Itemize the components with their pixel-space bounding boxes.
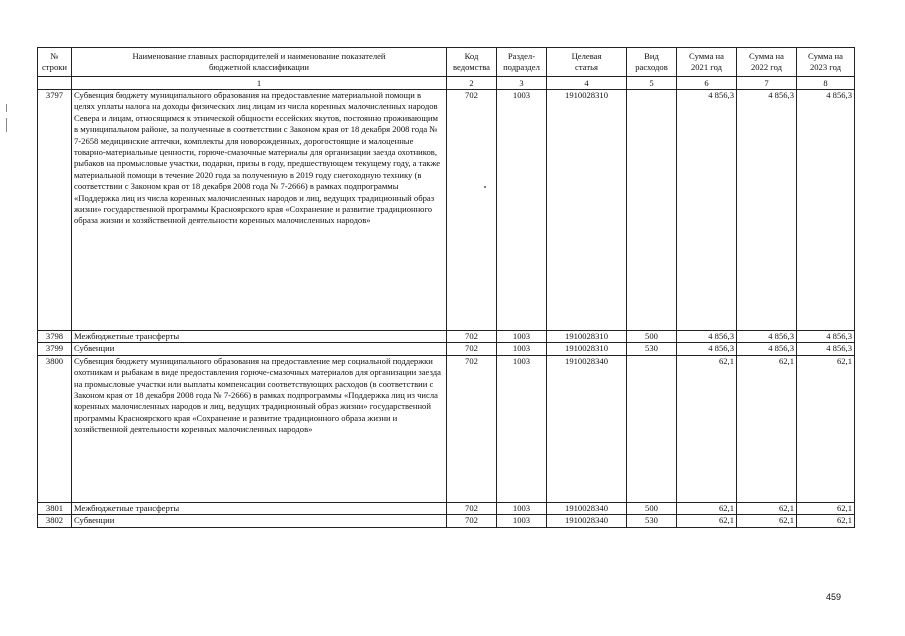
row-expense-type: 500 bbox=[627, 331, 677, 343]
row-expense-type: 530 bbox=[627, 515, 677, 527]
row-sum-2022: 4 856,3 bbox=[737, 343, 797, 355]
header-section: Раздел- подраздел bbox=[497, 48, 547, 77]
header-sum-2022: Сумма на 2022 год bbox=[737, 48, 797, 77]
page-number: 459 bbox=[826, 592, 842, 602]
header-name: Наименование главных распорядителей и наименование показателей бюджетной классификации bbox=[72, 48, 447, 77]
column-number: 3 bbox=[497, 77, 547, 90]
column-number: 2 bbox=[447, 77, 497, 90]
row-target-item: 1910028310 bbox=[547, 343, 627, 355]
row-section: 1003 bbox=[497, 355, 547, 502]
row-target-item: 1910028340 bbox=[547, 515, 627, 527]
margin-mark bbox=[6, 104, 7, 112]
margin-mark bbox=[6, 118, 7, 132]
row-name: Субвенции bbox=[72, 515, 447, 527]
row-sum-2021: 62,1 bbox=[677, 502, 737, 514]
budget-table bbox=[37, 47, 855, 528]
row-target-item: 1910028340 bbox=[547, 502, 627, 514]
row-dept-code: 702 bbox=[447, 343, 497, 355]
column-number-row bbox=[38, 77, 855, 90]
row-sum-2023: 4 856,3 bbox=[797, 343, 855, 355]
row-name: Межбюджетные трансферты bbox=[72, 331, 447, 343]
row-sum-2022: 4 856,3 bbox=[737, 331, 797, 343]
row-sum-2023: 62,1 bbox=[797, 355, 855, 502]
row-number: 3799 bbox=[38, 343, 72, 355]
row-expense-type bbox=[627, 90, 677, 331]
row-sum-2023: 4 856,3 bbox=[797, 90, 855, 331]
row-number: 3800 bbox=[38, 355, 72, 502]
table-row bbox=[38, 515, 855, 527]
header-dept-code: Код ведомства bbox=[447, 48, 497, 77]
row-section: 1003 bbox=[497, 515, 547, 527]
table-row bbox=[38, 502, 855, 514]
row-target-item: 1910028310 bbox=[547, 331, 627, 343]
row-expense-type bbox=[627, 355, 677, 502]
column-number: 4 bbox=[547, 77, 627, 90]
row-section: 1003 bbox=[497, 90, 547, 331]
row-number: 3798 bbox=[38, 331, 72, 343]
column-number: 7 bbox=[737, 77, 797, 90]
row-expense-type: 500 bbox=[627, 502, 677, 514]
row-sum-2021: 62,1 bbox=[677, 515, 737, 527]
budget-table-sheet bbox=[37, 47, 855, 528]
row-dept-code: 702 bbox=[447, 502, 497, 514]
row-name: Межбюджетные трансферты bbox=[72, 502, 447, 514]
row-sum-2022: 4 856,3 bbox=[737, 90, 797, 331]
row-name: Субвенции bbox=[72, 343, 447, 355]
table-row bbox=[38, 355, 855, 502]
row-sum-2022: 62,1 bbox=[737, 515, 797, 527]
table-row bbox=[38, 331, 855, 343]
header-sum-2023: Сумма на 2023 год bbox=[797, 48, 855, 77]
column-number: 1 bbox=[72, 77, 447, 90]
table-row bbox=[38, 343, 855, 355]
header-row bbox=[38, 48, 855, 77]
row-number: 3797 bbox=[38, 90, 72, 331]
row-section: 1003 bbox=[497, 502, 547, 514]
row-number: 3802 bbox=[38, 515, 72, 527]
row-dept-code: 702 bbox=[447, 355, 497, 502]
column-number: 8 bbox=[797, 77, 855, 90]
row-dept-code: 702 bbox=[447, 90, 497, 331]
row-dept-code: 702 bbox=[447, 331, 497, 343]
row-sum-2021: 4 856,3 bbox=[677, 343, 737, 355]
header-row-number: № строки bbox=[38, 48, 72, 77]
header-sum-2021: Сумма на 2021 год bbox=[677, 48, 737, 77]
column-number: 6 bbox=[677, 77, 737, 90]
header-target-item: Целевая статья bbox=[547, 48, 627, 77]
row-sum-2021: 4 856,3 bbox=[677, 90, 737, 331]
row-sum-2021: 4 856,3 bbox=[677, 331, 737, 343]
row-sum-2022: 62,1 bbox=[737, 355, 797, 502]
row-sum-2023: 62,1 bbox=[797, 502, 855, 514]
row-expense-type: 530 bbox=[627, 343, 677, 355]
row-target-item: 1910028310 bbox=[547, 90, 627, 331]
column-number bbox=[38, 77, 72, 90]
header-expense-type: Вид расходов bbox=[627, 48, 677, 77]
row-section: 1003 bbox=[497, 343, 547, 355]
row-sum-2022: 62,1 bbox=[737, 502, 797, 514]
row-name: Субвенция бюджету муниципального образования на предоставление мер социальной поддержки охотникам и рыбакам в виде предоставления горюче-смазочных материалов для организации заезда на промысловые участки или выплаты компенсации соответствующих расходов (в соответствии с Законом края от 18 декабря 2008 года № 7-2666) в рамках подпрограммы «Поддержка лиц из числа коренных малочисленных народов и лиц, ведущих традиционный образ жизни» государственной программы Красноярского края «Сохранение и развитие традиционного образа жизни и хозяйственной деятельности коренных малочисленных народов» bbox=[72, 355, 447, 502]
row-number: 3801 bbox=[38, 502, 72, 514]
row-sum-2023: 62,1 bbox=[797, 515, 855, 527]
row-sum-2023: 4 856,3 bbox=[797, 331, 855, 343]
row-name: Субвенция бюджету муниципального образования на предоставление материальной помощи в целях уплаты налога на доходы физических лиц лицам из числа коренных малочисленных народов Севера и лицам, относящимся к этнической общности ессейских якутов, постоянно проживающим в муниципальном районе, за полученные в соответствии с Законом края от 18 декабря 2008 года № 7-2658 медицинские аптечки, комплекты для новорожденных, дорогостоящие и малоценные товарно-материальные ценности, горюче-смазочные материалы для организации заезда охотников, рыбаков на промысловые участки, подарки, призы в году, предшествующем текущему году, а также материальной помощи в течение 2020 года за полученную в 2019 году снегоходную технику (в соответствии с Законом края от 18 декабря 2008 года № 7-2666) в рамках подпрограммы «Поддержка лиц из числа коренных малочисленных народов и лиц, ведущих традиционный образ жизни» государственной программы Красноярского края «Сохранение и развитие традиционного образа жизни и хозяйственной деятельности коренных малочисленных народов» bbox=[72, 90, 447, 331]
row-sum-2021: 62,1 bbox=[677, 355, 737, 502]
row-section: 1003 bbox=[497, 331, 547, 343]
table-row bbox=[38, 90, 855, 331]
row-dept-code: 702 bbox=[447, 515, 497, 527]
row-target-item: 1910028340 bbox=[547, 355, 627, 502]
column-number: 5 bbox=[627, 77, 677, 90]
